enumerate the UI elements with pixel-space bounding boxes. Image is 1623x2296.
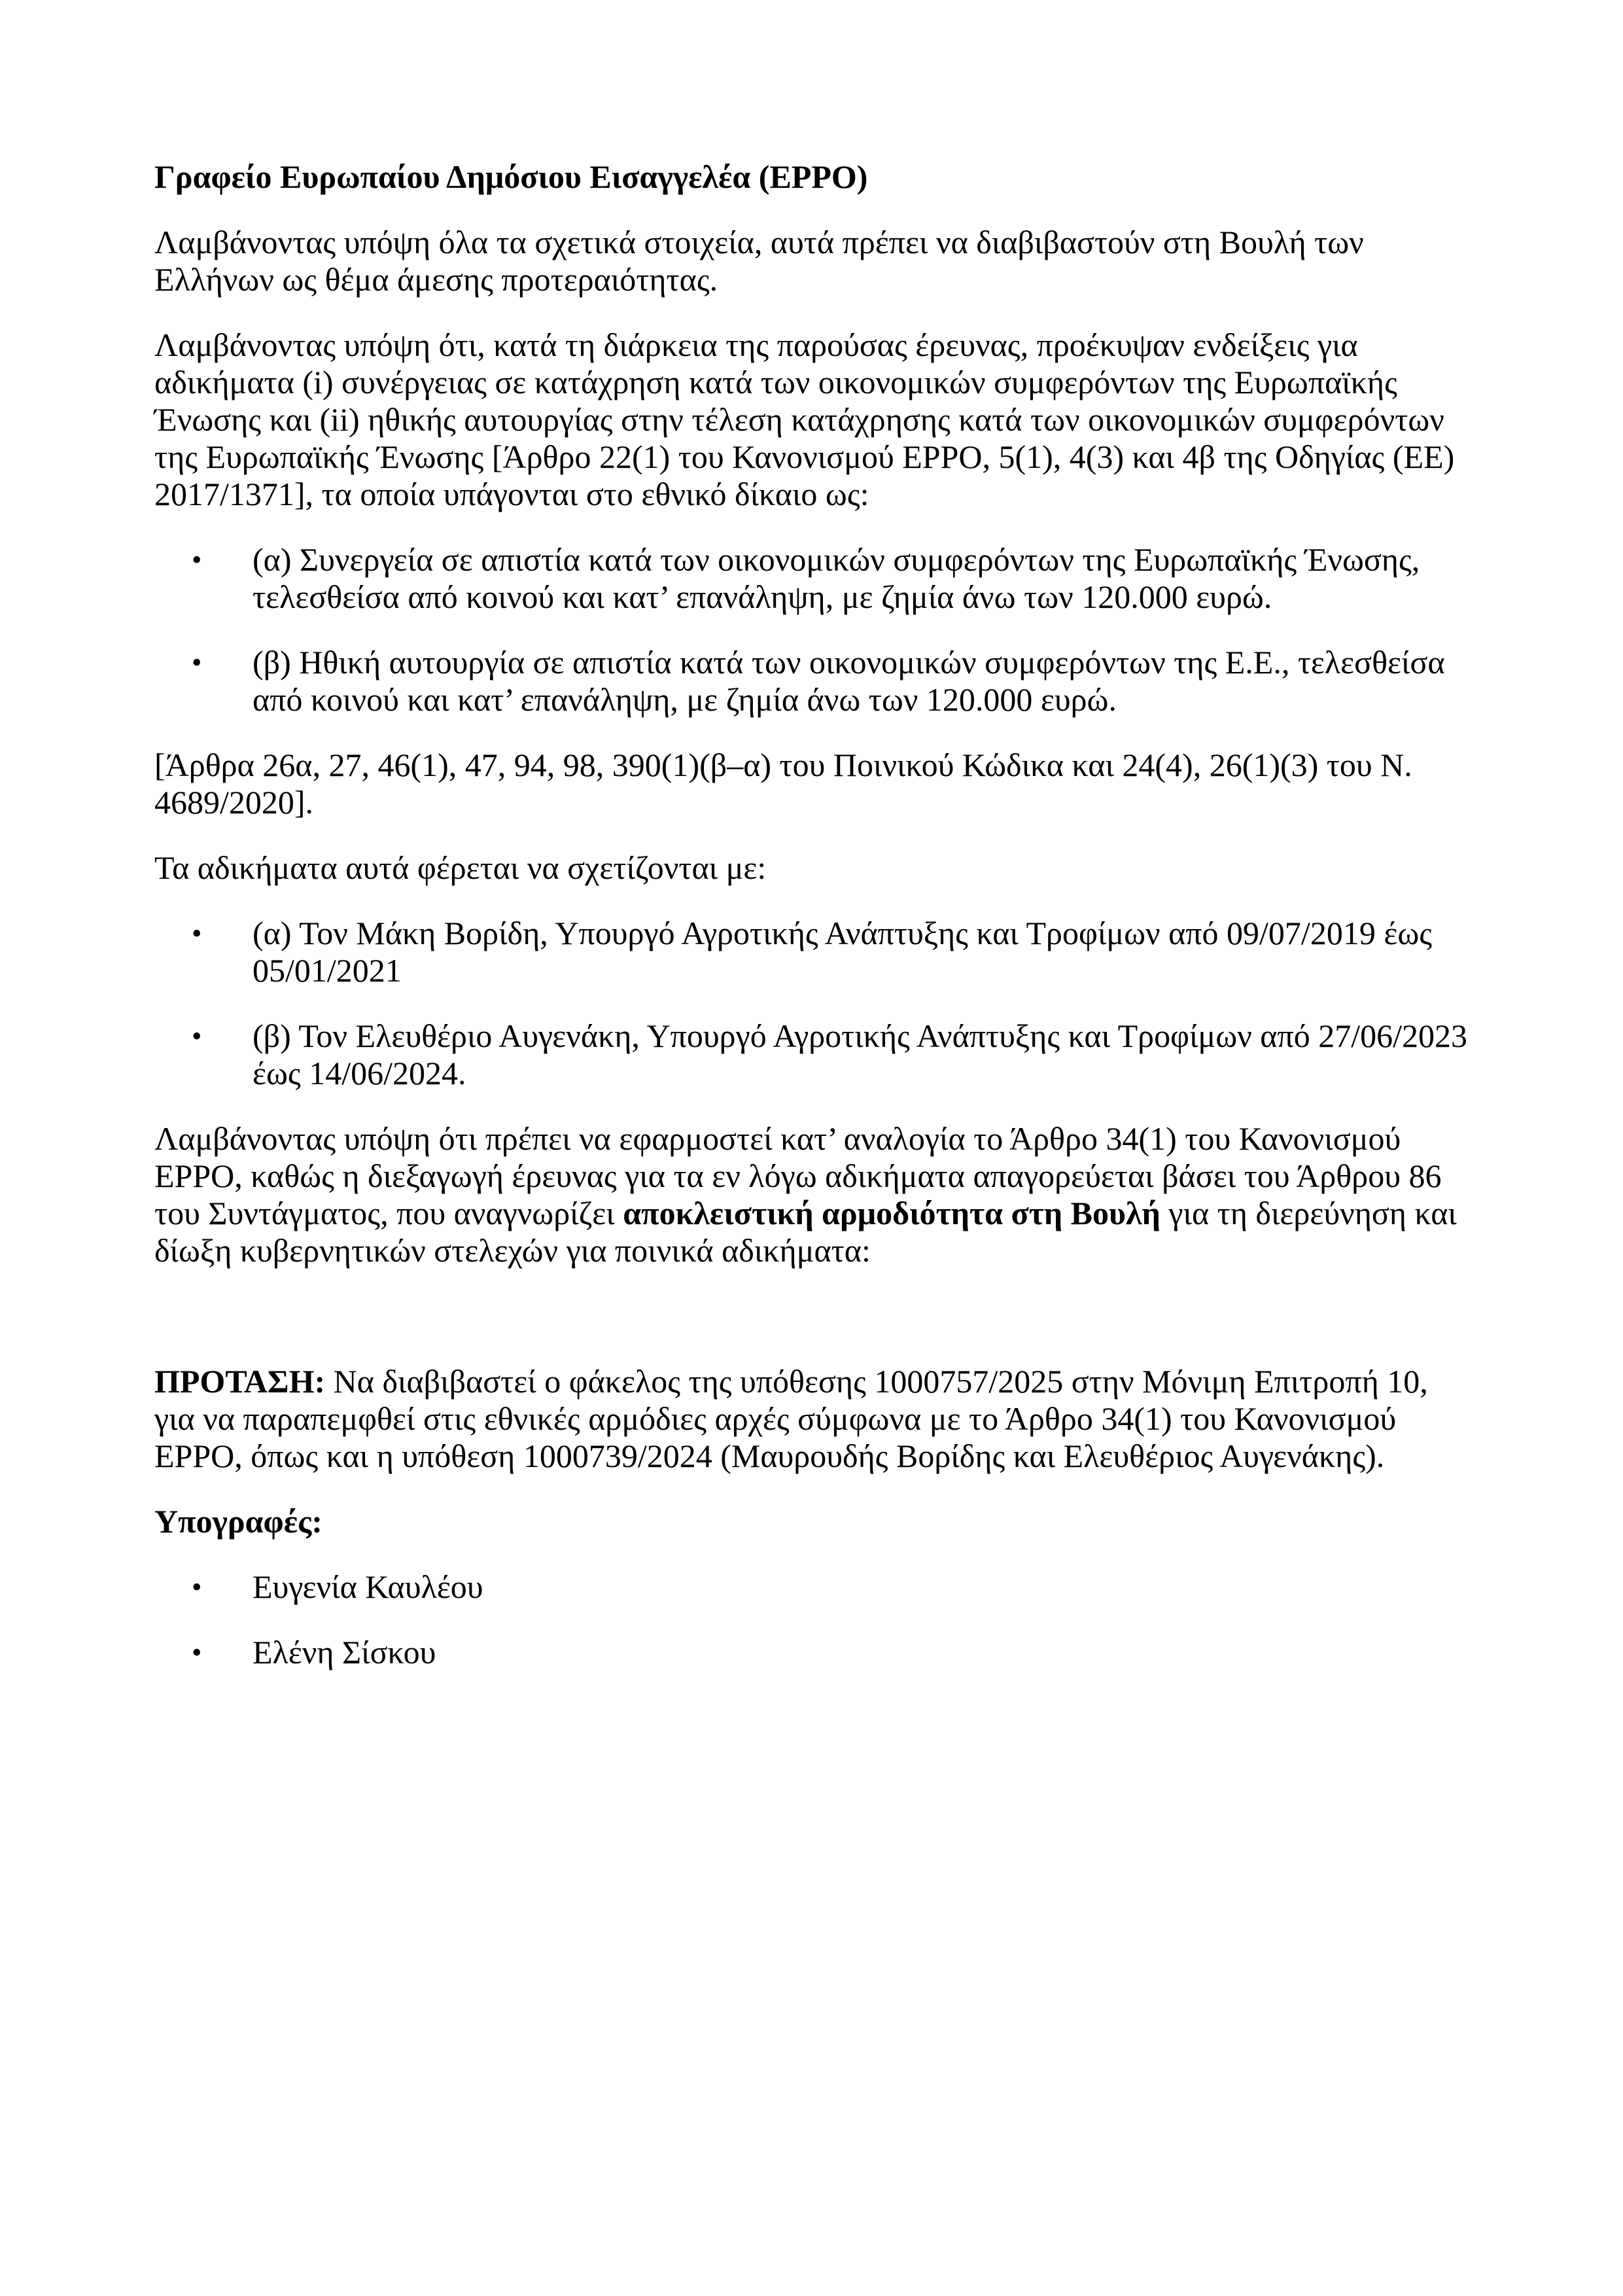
paragraph — [154, 849, 1469, 887]
paragraph — [154, 1120, 1469, 1269]
paragraph — [154, 224, 1469, 298]
text-run: Υπογραφές: — [154, 1503, 323, 1540]
list-item — [154, 541, 1469, 616]
list-item-text — [253, 915, 1432, 989]
text-run: Λαμβάνοντας υπόψη όλα τα σχετικά στοιχεία, αυτά πρέπει να διαβιβαστούν στη Βουλή των Ελλήνων ως θέμα άμεσης προτεραιότητας. — [154, 224, 1364, 298]
text-run: [Άρθρα 26α, 27, 46(1), 47, 94, 98, 390(1)(β–α) του Ποινικού Κώδικα και 24(4), 26(1)(3) του Ν. 4689/2020]. — [154, 747, 1412, 821]
text-run: (α) Συνεργεία σε απιστία κατά των οικονομικών συμφερόντων της Ευρωπαϊκής Ένωσης, τελεσθείσα από κοινού και κατ’ επανάληψη, με ζημία άνω των 120.000 ευρώ. — [253, 541, 1420, 615]
empty-paragraph — [154, 1298, 1469, 1363]
list-item — [154, 1017, 1469, 1092]
bullet-list — [154, 915, 1469, 1092]
text-run: Ελένη Σίσκου — [253, 1634, 436, 1670]
bullet-list — [154, 541, 1469, 718]
bullet-icon: • — [192, 544, 202, 576]
document-title — [154, 158, 1469, 196]
text-run: Να διαβιβαστεί ο φάκελος της υπόθεσης 1000757/2025 στην Μόνιμη Επιτροπή 10, για να παραπεμφθεί στις εθνικές αρμόδιες αρχές σύμφωνα με το Άρθρο 34(1) του Κανονισμού EPPO, όπως και η υπόθεση 1000739/2024 (Μαυρουδής Βορίδης και Ελευθέριος Αυγενάκης). — [154, 1363, 1428, 1474]
text-run: (α) Τον Μάκη Βορίδη, Υπουργό Αγροτικής Ανάπτυξης και Τροφίμων από 09/07/2019 έως 05/01/2021 — [253, 915, 1433, 989]
list-item-text — [253, 1568, 483, 1605]
bullet-icon: • — [192, 1020, 202, 1052]
list-item — [154, 1634, 1469, 1671]
paragraph — [154, 327, 1469, 513]
text-run: Λαμβάνοντας υπόψη ότι, κατά τη διάρκεια της παρούσας έρευνας, προέκυψαν ενδείξεις για αδικήματα (i) συνέργειας σε κατάχρηση κατά των οικονομικών συμφερόντων της Ευρωπαϊκής Ένωσης και (ii) ηθικής αυτουργίας στην τέλεση κατάχρησης κατά των οικονομικών συμφερόντων της Ευρωπαϊκής Ένωσης [Άρθρο 22(1) του Κανονισμού EPPO, 5(1), 4(3) και 4β της Οδηγίας (ΕΕ) 2017/1371], τα οποία υπάγονται στο εθνικό δίκαιο ως: — [154, 327, 1455, 512]
list-item-text — [253, 541, 1420, 615]
text-run: Ευγενία Καυλέου — [253, 1568, 483, 1605]
list-item — [154, 1568, 1469, 1606]
text-run: ΠΡΟΤΑΣΗ: — [154, 1363, 326, 1400]
list-item — [154, 915, 1469, 989]
bullet-icon: • — [192, 1636, 202, 1669]
list-item-text — [253, 644, 1445, 718]
signatures-heading — [154, 1503, 1469, 1540]
text-run: Τα αδικήματα αυτά φέρεται να σχετίζονται με: — [154, 849, 767, 886]
text-run: Γραφείο Ευρωπαίου Δημόσιου Εισαγγελέα (EPPO) — [154, 158, 868, 195]
list-item — [154, 644, 1469, 718]
text-run: (β) Ηθική αυτουργία σε απιστία κατά των οικονομικών συμφερόντων της Ε.Ε., τελεσθείσα από κοινού και κατ’ επανάληψη, με ζημία άνω των 120.000 ευρώ. — [253, 644, 1445, 718]
bullet-icon: • — [192, 917, 202, 949]
text-run: αποκλειστική αρμοδιότητα στη Βουλή — [623, 1195, 1161, 1231]
signatures-list — [154, 1568, 1469, 1671]
list-item-text — [253, 1017, 1467, 1091]
text-run: για τη διερεύνηση και δίωξη κυβερνητικών στελεχών για ποινικά αδικήματα: — [154, 1195, 1457, 1269]
text-run: Λαμβάνοντας υπόψη ότι πρέπει να εφαρμοστεί κατ’ αναλογία το Άρθρο 34(1) του Κανονισμού EPPO, καθώς η διεξαγωγή έρευνας για τα εν λόγω αδικήματα απαγορεύεται βάσει του Άρθρου 86 του Συντάγματος, που αναγνωρίζει — [154, 1120, 1442, 1231]
bullet-icon: • — [192, 646, 202, 679]
list-item-text — [253, 1634, 436, 1670]
paragraph — [154, 747, 1469, 821]
bullet-icon: • — [192, 1571, 202, 1603]
proposal-paragraph — [154, 1363, 1469, 1475]
text-run: (β) Τον Ελευθέριο Αυγενάκη, Υπουργό Αγροτικής Ανάπτυξης και Τροφίμων από 27/06/2023 έως 14/06/2024. — [253, 1017, 1467, 1091]
